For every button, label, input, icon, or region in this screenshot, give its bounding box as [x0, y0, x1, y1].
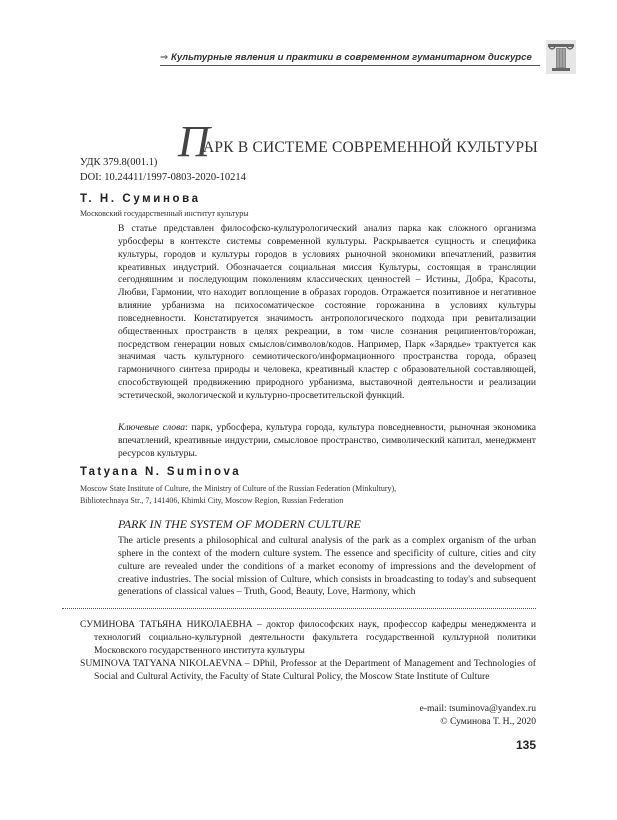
title-en: PARK IN THE SYSTEM OF MODERN CULTURE [118, 517, 361, 531]
running-header [160, 52, 530, 63]
header-rule [160, 65, 540, 66]
doi: DOI: 10.24411/1997-0803-2020-10214 [80, 172, 246, 183]
udk-code: УДК 379.8(001.1) [80, 157, 158, 168]
title-initial: П [178, 117, 210, 166]
keywords-ru [118, 422, 536, 461]
title-rest: АРК В СИСТЕМЕ СОВРЕМЕННОЙ КУЛЬТУРЫ [203, 139, 538, 156]
arrow-icon: ⇒ [160, 52, 169, 63]
copyright: © Суминова Т. Н., 2020 [440, 716, 536, 727]
abstract-ru: В статье представлен философско-культурологический анализ парка как сложного организма урбосферы в контексте системы современной культуры. Раскрывается сущность и специфика культуры, городов и культуры городов в условиях рыночной экономики впечатлений, развития креативных индустрий. Обозначается социальная миссия Культуры, состоящая в трансляции сегодняшним и последующим поколениям классических ценностей – Истины, Добра, Красоты, Любви, Гармонии, что находит воплощение в образах городов. Отражается позитивное и негативное влияние урбанизма на психосоматическое состояние горожанина в условиях культуры повседневности. Констатируется значимость антропологического подхода при ревитализации общественных пространств в целях рекреации, в том числе сознания реципиентов/горожан, посредством генерации новых смыслов/символов/кодов. Например, Парк «Зарядье» трактуется как значимая часть культурного семиотического/информационного пространства города, образец гармоничного синтеза природы и человека, креативный кластер с образовательной составляющей, способствующей продвижению природного урбанизма, выставочной деятельности и реализации эстетической, экологической и культурно-просветительской функций. [118, 223, 536, 401]
keywords-label: Ключевые слова [118, 422, 186, 433]
institution-ru: Московский государственный институт культуры [80, 209, 249, 218]
running-title: Культурные явления и практики в современном гуманитарном дискурсе [171, 52, 532, 63]
author-bio-ru: СУМИНОВА ТАТЬЯНА НИКОЛАЕВНА – доктор философских наук, профессор кафедры менеджмента и технологий социально-культурной деятельности факультета государственной культурной политики Московского государственного института культуры [80, 619, 536, 656]
author-bio-en: SUMINOVA TATYANA NIKOLAEVNA – DPhil, Professor at the Department of Management and Technologies of Social and Cultural Activity, the Faculty of State Cultural Policy, the Moscow State Institute of Culture [80, 658, 536, 682]
footnote-divider [62, 608, 536, 609]
institution-en-line1: Moscow State Institute of Culture, the Ministry of Culture of the Russian Federation (Minkultury), [80, 484, 397, 493]
abstract-en: The article presents a philosophical and cultural analysis of the park as a complex organism of the urban sphere in the context of the modern culture system. The essence and specificity of culture, cities and city culture are revealed under the conditions of a market economy of impressions and the development of creative industries. The social mission of Culture, which consists in broadcasting to today's and subsequent generations of classical values – Truth, Good, Beauty, Love, Harmony, which [118, 535, 536, 598]
institution-en [80, 483, 396, 506]
column-logo-icon [546, 40, 576, 74]
keywords-text: : парк, урбосфера, культура города, культура повседневности, рыночная экономика впечатлений, креативные индустрии, смысловое пространство, символический капитал, менеджмент ресурсов культуры. [118, 422, 536, 459]
author-email[interactable]: e-mail: tsuminova@yandex.ru [419, 703, 536, 714]
author-name-en: Tatyana N. Suminova [80, 466, 242, 478]
author-name-ru: Т. Н. Суминова [80, 193, 201, 205]
page-number: 135 [515, 738, 536, 752]
institution-en-line2: Bibliotechnaya Str., 7, 141406, Khimki City, Moscow Region, Russian Federation [80, 495, 344, 505]
